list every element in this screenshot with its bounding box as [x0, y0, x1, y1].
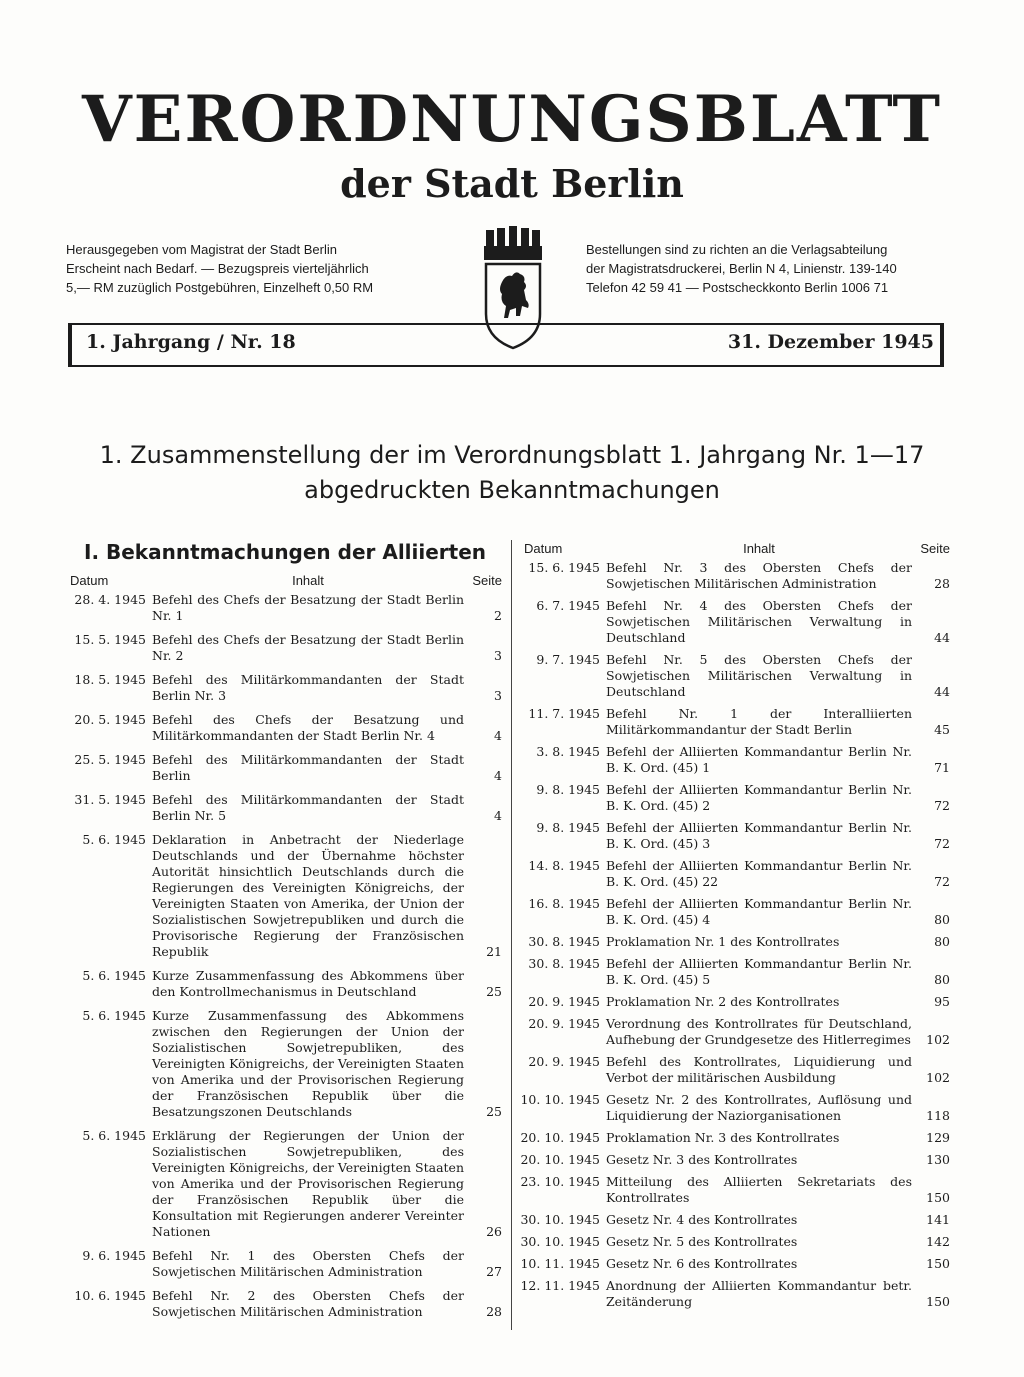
entry-date: 20. 9. 1945 [528, 1016, 600, 1031]
entry-date: 5. 6. 1945 [82, 968, 146, 983]
section-title: I. Bekanntmachungen der Alliierten [84, 540, 487, 564]
right-column [520, 538, 950, 1316]
entry-date: 15. 6. 1945 [528, 560, 600, 575]
entry-text: Befehl der Alliierten Kommandantur Berlin Nr. B. K. Ord. (45) 1 [606, 744, 912, 775]
order-line: Telefon 42 59 41 — Postscheckkonto Berlin 1006 71 [586, 280, 889, 295]
table-header [66, 570, 502, 592]
table-row [520, 1234, 950, 1250]
publisher-line: 5,— RM zuzüglich Postgebühren, Einzelheft 0,50 RM [66, 280, 374, 295]
table-row [66, 592, 502, 624]
table-row [520, 1256, 950, 1272]
table-row [520, 934, 950, 950]
entry-date: 9. 7. 1945 [536, 652, 600, 667]
entry-date: 15. 5. 1945 [74, 632, 146, 647]
entry-text: Befehl der Alliierten Kommandantur Berlin Nr. B. K. Ord. (45) 5 [606, 956, 912, 987]
entry-date: 6. 7. 1945 [536, 598, 600, 613]
table-row [66, 968, 502, 1000]
table-row [66, 712, 502, 744]
entry-page: 80 [934, 934, 950, 949]
entry-page: 72 [934, 874, 950, 889]
entry-page: 130 [926, 1152, 950, 1167]
entry-date: 5. 6. 1945 [82, 1128, 146, 1143]
entry-date: 20. 10. 1945 [520, 1130, 600, 1145]
table-row [520, 1016, 950, 1048]
entry-text: Proklamation Nr. 3 des Kontrollrates [606, 1130, 840, 1145]
entry-page: 28 [934, 576, 950, 591]
entry-text: Proklamation Nr. 2 des Kontrollrates [606, 994, 840, 1009]
entry-text: Gesetz Nr. 6 des Kontrollrates [606, 1256, 798, 1271]
entry-page: 21 [486, 944, 502, 959]
entry-text: Gesetz Nr. 2 des Kontrollrates, Auflösung und Liquidierung der Naziorganisationen [606, 1092, 912, 1123]
order-info [586, 240, 952, 297]
main-heading [60, 438, 964, 508]
entry-text: Befehl der Alliierten Kommandantur Berlin Nr. B. K. Ord. (45) 3 [606, 820, 912, 851]
masthead-title: VERORDNUNGSBLATT [82, 82, 942, 157]
publisher-line: Erscheint nach Bedarf. — Bezugspreis vierteljährlich [66, 261, 369, 276]
table-row [66, 1128, 502, 1240]
table-row [520, 1130, 950, 1146]
table-row [520, 956, 950, 988]
entry-date: 30. 8. 1945 [528, 956, 600, 971]
entry-text: Kurze Zusammenfassung des Abkommens zwischen den Regierungen der Union der Sozialistischen Sowjetrepubliken, des Vereinigten Königreichs, der Vereinigten Staaten von Amerika und der Provisorischen Regierung der Französischen Republik über die Besatzungszonen Deutschlands [152, 1008, 464, 1119]
header-page: Seite [472, 573, 502, 588]
table-row [520, 598, 950, 646]
table-row [520, 1174, 950, 1206]
entry-text: Deklaration in Anbetracht der Niederlage Deutschlands und der Übernahme höchster Autorität hinsichtlich Deutschlands durch die Regierungen des Vereinigten Königreichs, der Vereinigten Staaten von Amerika, der Union der Sozialistischen Sowjetrepubliken und durch die Provisorische Regierung der Französischen Republik [152, 832, 464, 959]
table-row [520, 744, 950, 776]
entry-date: 9. 8. 1945 [536, 820, 600, 835]
entry-page: 141 [926, 1212, 950, 1227]
entry-text: Mitteilung des Alliierten Sekretariats des Kontrollrates [606, 1174, 912, 1205]
entry-page: 118 [926, 1108, 950, 1123]
table-row [66, 752, 502, 784]
entry-text: Befehl Nr. 4 des Obersten Chefs der Sowjetischen Militärischen Verwaltung in Deutschland [606, 598, 912, 645]
entry-page: 45 [934, 722, 950, 737]
entry-date: 31. 5. 1945 [74, 792, 146, 807]
masthead-subtitle: der Stadt Berlin [340, 161, 684, 206]
entry-page: 26 [486, 1224, 502, 1239]
entry-date: 12. 11. 1945 [520, 1278, 600, 1293]
entry-page: 4 [494, 768, 502, 783]
entry-date: 14. 8. 1945 [528, 858, 600, 873]
entry-text: Befehl Nr. 2 des Obersten Chefs der Sowjetischen Militärischen Administration [152, 1288, 464, 1319]
header-date: Datum [70, 573, 109, 588]
entry-page: 28 [486, 1304, 502, 1319]
entry-text: Befehl Nr. 3 des Obersten Chefs der Sowjetischen Militärischen Administration [606, 560, 912, 591]
entry-text: Befehl des Militärkommandanten der Stadt Berlin Nr. 3 [152, 672, 464, 703]
table-row [520, 1212, 950, 1228]
entry-text: Befehl der Alliierten Kommandantur Berlin Nr. B. K. Ord. (45) 4 [606, 896, 912, 927]
entry-page: 102 [926, 1070, 950, 1085]
entry-page: 72 [934, 836, 950, 851]
entry-page: 71 [934, 760, 950, 775]
entry-date: 9. 8. 1945 [536, 782, 600, 797]
table-row [66, 1288, 502, 1320]
table-row [66, 832, 502, 960]
entry-text: Gesetz Nr. 3 des Kontrollrates [606, 1152, 798, 1167]
table-row [520, 858, 950, 890]
table-row [520, 820, 950, 852]
entry-date: 10. 6. 1945 [74, 1288, 146, 1303]
header-content: Inhalt [292, 573, 324, 588]
entry-date: 30. 10. 1945 [520, 1234, 600, 1249]
entry-page: 25 [486, 1104, 502, 1119]
entry-text: Befehl des Chefs der Besatzung und Militärkommandanten der Stadt Berlin Nr. 4 [152, 712, 464, 743]
entry-date: 20. 9. 1945 [528, 994, 600, 1009]
entry-text: Gesetz Nr. 5 des Kontrollrates [606, 1234, 798, 1249]
entry-text: Erklärung der Regierungen der Union der Sozialistischen Sowjetrepubliken, des Vereinigten Königreichs, der Vereinigten Staaten von Amerika und der Provisorischen Regierung der Französischen Republik über die Konsultation mit Regierungen anderer Vereinter Nationen [152, 1128, 464, 1239]
entry-text: Befehl des Kontrollrates, Liquidierung und Verbot der militärischen Ausbildung [606, 1054, 912, 1085]
entry-page: 44 [934, 630, 950, 645]
entry-list [66, 592, 502, 1320]
entry-page: 2 [494, 608, 502, 623]
entry-page: 150 [926, 1294, 950, 1309]
entry-date: 20. 9. 1945 [528, 1054, 600, 1069]
entry-page: 4 [494, 728, 502, 743]
entry-page: 150 [926, 1256, 950, 1271]
table-row [520, 994, 950, 1010]
entry-page: 44 [934, 684, 950, 699]
entry-date: 20. 10. 1945 [520, 1152, 600, 1167]
entry-text: Befehl des Chefs der Besatzung der Stadt Berlin Nr. 1 [152, 592, 464, 623]
entry-page: 3 [494, 688, 502, 703]
publisher-line: Herausgegeben vom Magistrat der Stadt Berlin [66, 242, 337, 257]
table-row [66, 1008, 502, 1120]
entry-page: 4 [494, 808, 502, 823]
entry-page: 95 [934, 994, 950, 1009]
entry-date: 3. 8. 1945 [536, 744, 600, 759]
heading-line: 1. Zusammenstellung der im Verordnungsblatt 1. Jahrgang Nr. 1—17 [99, 441, 925, 469]
table-row [520, 896, 950, 928]
publisher-info [66, 240, 446, 297]
column-divider [511, 540, 512, 1330]
entry-page: 25 [486, 984, 502, 999]
entry-date: 5. 6. 1945 [82, 1008, 146, 1023]
entry-date: 18. 5. 1945 [74, 672, 146, 687]
entry-page: 3 [494, 648, 502, 663]
entry-text: Befehl Nr. 5 des Obersten Chefs der Sowjetischen Militärischen Verwaltung in Deutschland [606, 652, 912, 699]
entry-date: 9. 6. 1945 [82, 1248, 146, 1263]
entry-text: Befehl der Alliierten Kommandantur Berlin Nr. B. K. Ord. (45) 2 [606, 782, 912, 813]
entry-page: 129 [926, 1130, 950, 1145]
table-row [520, 782, 950, 814]
entry-page: 150 [926, 1190, 950, 1205]
entry-page: 142 [926, 1234, 950, 1249]
entry-date: 5. 6. 1945 [82, 832, 146, 847]
entry-date: 25. 5. 1945 [74, 752, 146, 767]
entry-text: Befehl der Alliierten Kommandantur Berlin Nr. B. K. Ord. (45) 22 [606, 858, 912, 889]
entry-date: 20. 5. 1945 [74, 712, 146, 727]
table-row [520, 1152, 950, 1168]
entry-page: 80 [934, 972, 950, 987]
table-row [520, 1278, 950, 1310]
table-row [520, 706, 950, 738]
table-row [520, 560, 950, 592]
entry-page: 27 [486, 1264, 502, 1279]
entry-date: 23. 10. 1945 [520, 1174, 600, 1189]
table-row [66, 1248, 502, 1280]
entry-date: 10. 11. 1945 [520, 1256, 600, 1271]
left-column [66, 538, 502, 1328]
order-line: Bestellungen sind zu richten an die Verlagsabteilung [586, 242, 888, 257]
table-row [66, 632, 502, 664]
issue-volume: 1. Jahrgang / Nr. 18 [86, 331, 296, 353]
entry-date: 30. 10. 1945 [520, 1212, 600, 1227]
entry-text: Kurze Zusammenfassung des Abkommens über den Kontrollmechanismus in Deutschland [152, 968, 464, 999]
entry-text: Proklamation Nr. 1 des Kontrollrates [606, 934, 840, 949]
table-row [520, 652, 950, 700]
heading-line: abgedruckten Bekanntmachungen [304, 476, 720, 504]
entry-date: 10. 10. 1945 [520, 1092, 600, 1107]
issue-date: 31. Dezember 1945 [727, 331, 934, 353]
entry-date: 11. 7. 1945 [528, 706, 600, 721]
entry-page: 102 [926, 1032, 950, 1047]
entry-text: Befehl Nr. 1 des Obersten Chefs der Sowjetischen Militärischen Administration [152, 1248, 464, 1279]
table-row [66, 792, 502, 824]
entry-date: 30. 8. 1945 [528, 934, 600, 949]
entry-date: 16. 8. 1945 [528, 896, 600, 911]
header-page: Seite [920, 541, 950, 556]
header-date: Datum [524, 541, 563, 556]
entry-text: Befehl des Chefs der Besatzung der Stadt Berlin Nr. 2 [152, 632, 464, 663]
entry-text: Befehl des Militärkommandanten der Stadt Berlin [152, 752, 464, 783]
entry-text: Verordnung des Kontrollrates für Deutschland, Aufhebung der Grundgesetze des Hitlerregimes [606, 1016, 912, 1047]
table-row [66, 672, 502, 704]
entry-text: Befehl Nr. 1 der Interalliierten Militärkommandantur der Stadt Berlin [606, 706, 912, 737]
entry-text: Anordnung der Alliierten Kommandantur betr. Zeitänderung [606, 1278, 912, 1309]
table-header [520, 538, 950, 560]
entry-page: 80 [934, 912, 950, 927]
order-line: der Magistratsdruckerei, Berlin N 4, Linienstr. 139-140 [586, 261, 897, 276]
entry-page: 72 [934, 798, 950, 813]
entry-text: Befehl des Militärkommandanten der Stadt Berlin Nr. 5 [152, 792, 464, 823]
table-row [520, 1092, 950, 1124]
table-row [520, 1054, 950, 1086]
header-content: Inhalt [743, 541, 775, 556]
entry-text: Gesetz Nr. 4 des Kontrollrates [606, 1212, 798, 1227]
entry-list [520, 560, 950, 1310]
entry-date: 28. 4. 1945 [74, 592, 146, 607]
